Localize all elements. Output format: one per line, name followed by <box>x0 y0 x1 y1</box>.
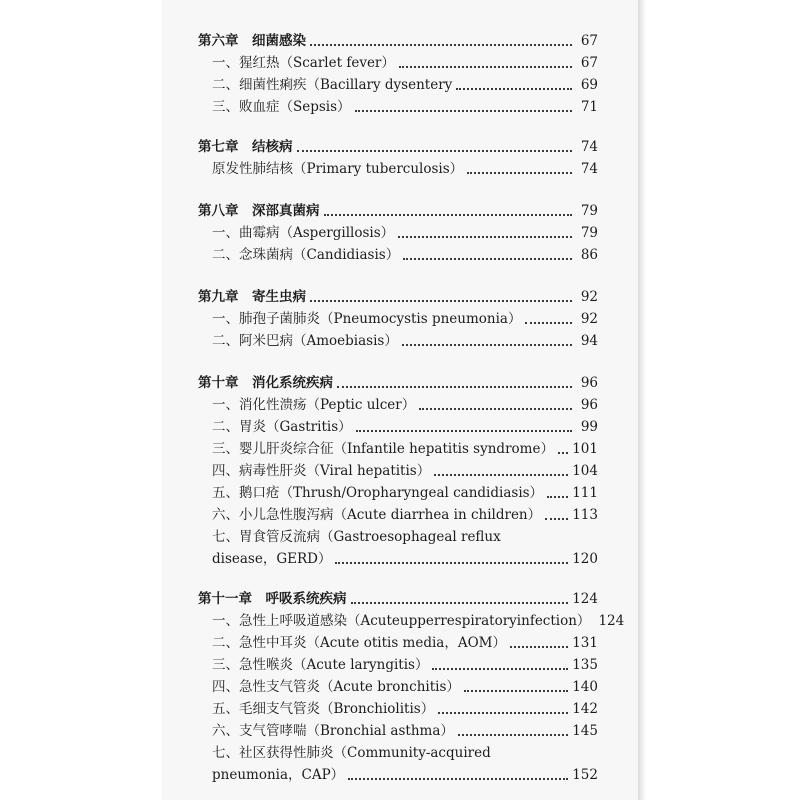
dot-leader <box>545 518 568 520</box>
toc-entry[interactable] <box>212 718 598 740</box>
toc-chapter-6[interactable] <box>198 28 598 50</box>
page-number: 79 <box>580 203 598 219</box>
entry-label: 三、败血症（Sepsis） <box>212 99 351 115</box>
toc-entry[interactable] <box>212 502 598 524</box>
toc-entry[interactable] <box>212 652 598 674</box>
dot-leader <box>467 172 572 174</box>
chapter-title: 第十一章 呼吸系统疾病 <box>198 591 347 607</box>
toc-entry[interactable] <box>212 608 625 630</box>
page-number: 140 <box>572 679 598 695</box>
chapter-title: 第十章 消化系统疾病 <box>198 375 333 391</box>
toc-entry[interactable] <box>212 156 598 178</box>
entry-label-continuation: disease，GERD） <box>212 551 332 567</box>
chapter-title: 第六章 细菌感染 <box>198 33 306 49</box>
entry-label: 六、支气管哮喘（Bronchial asthma） <box>212 723 454 739</box>
entry-label: 二、细菌性痢疾（Bacillary dysentery <box>212 77 453 93</box>
dot-leader <box>355 110 572 112</box>
entry-label: 四、急性支气管炎（Acute bronchitis） <box>212 679 460 695</box>
page-number: 79 <box>580 225 598 241</box>
dot-leader <box>351 602 569 604</box>
page-number: 71 <box>580 99 598 115</box>
dot-leader <box>438 712 568 714</box>
entry-label: 三、急性喉炎（Acute laryngitis） <box>212 657 429 673</box>
toc-entry-continuation[interactable] <box>212 546 598 568</box>
entry-label: 四、病毒性肝炎（Viral hepatitis） <box>212 463 431 479</box>
page-number: 135 <box>572 657 598 673</box>
page-number: 131 <box>572 635 598 651</box>
dot-leader <box>310 300 572 302</box>
page-number: 99 <box>580 419 598 435</box>
dot-leader <box>348 778 568 780</box>
page-number: 96 <box>580 375 598 391</box>
entry-label: 七、胃食管反流病（Gastroesophageal reflux <box>212 529 501 545</box>
dot-leader <box>399 66 572 68</box>
toc-entry[interactable] <box>212 306 598 328</box>
page-number: 101 <box>572 441 598 457</box>
toc-entry[interactable] <box>212 414 598 436</box>
page-number: 96 <box>580 397 598 413</box>
dot-leader <box>432 668 568 670</box>
toc-entry[interactable] <box>212 242 598 264</box>
entry-label: 二、念珠菌病（Candidiasis） <box>212 247 400 263</box>
page-number: 124 <box>572 591 598 607</box>
page-number: 69 <box>580 77 598 93</box>
toc-entry[interactable] <box>212 220 598 242</box>
page-number: 94 <box>580 333 598 349</box>
toc-entry[interactable] <box>212 94 598 116</box>
dot-leader <box>547 496 568 498</box>
page-number: 67 <box>580 55 598 71</box>
toc-entry-first-line[interactable] <box>212 740 598 762</box>
page-number: 120 <box>572 551 598 567</box>
dot-leader <box>335 562 568 564</box>
page-number: 111 <box>572 485 598 501</box>
page-number: 104 <box>572 463 598 479</box>
toc-chapter-11[interactable] <box>198 586 598 608</box>
toc-entry-continuation[interactable] <box>212 762 598 784</box>
entry-label: 一、肺孢子菌肺炎（Pneumocystis pneumonia） <box>212 311 522 327</box>
dot-leader <box>510 646 568 648</box>
page-number: 113 <box>572 507 598 523</box>
entry-label: 六、小儿急性腹泻病（Acute diarrhea in children） <box>212 507 542 523</box>
dot-leader <box>402 344 572 346</box>
page-number: 92 <box>580 311 598 327</box>
page-gutter-shadow <box>638 0 646 800</box>
page-number: 92 <box>580 289 598 305</box>
page-number: 67 <box>580 33 598 49</box>
toc-entry[interactable] <box>212 50 598 72</box>
entry-label: 一、曲霉病（Aspergillosis） <box>212 225 395 241</box>
toc-chapter-9[interactable] <box>198 284 598 306</box>
dot-leader <box>324 214 573 216</box>
entry-label: 五、鹅口疮（Thrush/Oropharyngeal candidiasis） <box>212 485 544 501</box>
toc-entry[interactable] <box>212 674 598 696</box>
page-number: 152 <box>572 767 598 783</box>
entry-label: 原发性肺结核（Primary tuberculosis） <box>212 161 464 177</box>
chapter-title: 第八章 深部真菌病 <box>198 203 320 219</box>
toc-entry[interactable] <box>212 436 598 458</box>
entry-label: 七、社区获得性肺炎（Community-acquired <box>212 745 491 761</box>
entry-label: 二、急性中耳炎（Acute otitis media，AOM） <box>212 635 506 651</box>
toc-entry[interactable] <box>212 630 598 652</box>
toc-entry[interactable] <box>212 392 598 414</box>
dot-leader <box>356 430 572 432</box>
chapter-title: 第七章 结核病 <box>198 139 293 155</box>
dot-leader <box>456 88 572 90</box>
toc-entry[interactable] <box>212 458 598 480</box>
dot-leader <box>434 474 568 476</box>
entry-label: 二、阿米巴病（Amoebiasis） <box>212 333 398 349</box>
page-number: 74 <box>580 161 598 177</box>
chapter-title: 第九章 寄生虫病 <box>198 289 306 305</box>
dot-leader <box>297 150 573 152</box>
toc-entry[interactable] <box>212 480 598 502</box>
page-number: 86 <box>580 247 598 263</box>
toc-entry[interactable] <box>212 328 598 350</box>
entry-label: 一、急性上呼吸道感染（Acuteupperrespiratoryinfection） <box>212 613 591 629</box>
entry-label: 一、消化性溃疡（Peptic ulcer） <box>212 397 416 413</box>
dot-leader <box>310 44 572 46</box>
entry-label: 三、婴儿肝炎综合征（Infantile hepatitis syndrome） <box>212 441 554 457</box>
toc-entry[interactable] <box>212 72 598 94</box>
toc-entry-first-line[interactable] <box>212 524 598 546</box>
dot-leader <box>398 236 572 238</box>
page-number: 145 <box>572 723 598 739</box>
toc-chapter-8[interactable] <box>198 198 598 220</box>
page-number: 74 <box>580 139 598 155</box>
dot-leader <box>337 386 572 388</box>
dot-leader <box>403 258 572 260</box>
toc-chapter-10[interactable] <box>198 370 598 392</box>
dot-leader <box>525 322 572 324</box>
entry-label-continuation: pneumonia，CAP） <box>212 767 345 783</box>
page-number: 124 <box>598 613 625 629</box>
entry-label: 二、胃炎（Gastritis） <box>212 419 352 435</box>
entry-label: 五、毛细支气管炎（Bronchiolitis） <box>212 701 435 717</box>
toc-chapter-7[interactable] <box>198 134 598 156</box>
dot-leader <box>558 452 568 454</box>
dot-leader <box>464 690 568 692</box>
toc-entry[interactable] <box>212 696 598 718</box>
dot-leader <box>458 734 568 736</box>
entry-label: 一、猩红热（Scarlet fever） <box>212 55 395 71</box>
dot-leader <box>419 408 572 410</box>
page-number: 142 <box>572 701 598 717</box>
